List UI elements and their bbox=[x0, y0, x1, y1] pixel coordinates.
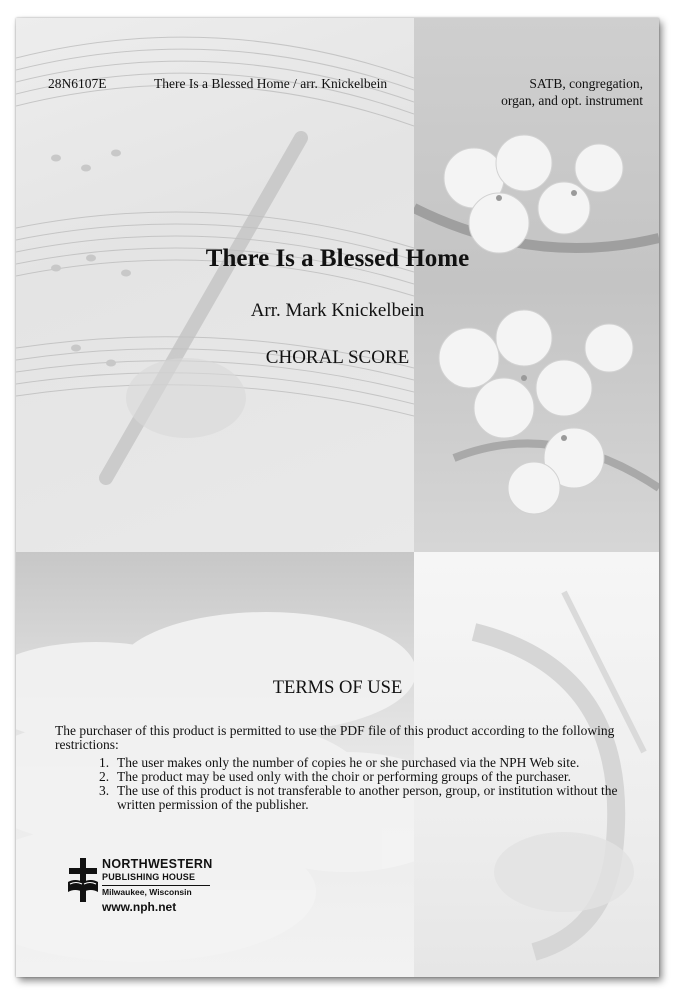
catalog-number: 28N6107E bbox=[48, 76, 107, 91]
list-item bbox=[99, 784, 639, 812]
page-title: There Is a Blessed Home bbox=[205, 245, 470, 272]
list-item-number: 2. bbox=[99, 769, 110, 784]
list-item-number: 3. bbox=[99, 783, 110, 798]
list-item bbox=[99, 756, 639, 770]
terms-heading: TERMS OF USE bbox=[272, 678, 403, 698]
logo-divider bbox=[102, 885, 210, 886]
publisher-city: Milwaukee, Wisconsin bbox=[102, 887, 192, 897]
list-item-number: 1. bbox=[99, 755, 110, 770]
voicing-line-2: organ, and opt. instrument bbox=[501, 93, 643, 108]
list-item-text: The user makes only the number of copies he or she purchased via the NPH Web site. bbox=[117, 755, 580, 770]
publisher-url: www.nph.net bbox=[102, 900, 177, 914]
publisher-name: NORTHWESTERN bbox=[102, 857, 213, 871]
arranger: Arr. Mark Knickelbein bbox=[250, 300, 425, 321]
publisher-subname: PUBLISHING HOUSE bbox=[102, 872, 196, 882]
cross-and-book-logo-icon bbox=[66, 856, 100, 904]
list-item-text: The product may be used only with the choir or performing groups of the purchaser. bbox=[117, 769, 572, 784]
publisher-logo bbox=[66, 856, 246, 916]
voicing bbox=[456, 75, 643, 109]
voicing-line-1: SATB, congregation, bbox=[529, 76, 643, 91]
cover-page bbox=[16, 18, 659, 977]
running-title: There Is a Blessed Home / arr. Knickelbein bbox=[154, 76, 388, 91]
terms-intro: The purchaser of this product is permitted to use the PDF file of this product according to the following restrictions: bbox=[55, 723, 615, 752]
sheet-music-photo bbox=[16, 18, 414, 552]
list-item bbox=[99, 770, 639, 784]
terms-list bbox=[99, 756, 639, 812]
edition-label: CHORAL SCORE bbox=[265, 347, 410, 368]
list-item-text: The use of this product is not transferable to another person, group, or institution without the written permission of the publisher. bbox=[117, 783, 618, 812]
